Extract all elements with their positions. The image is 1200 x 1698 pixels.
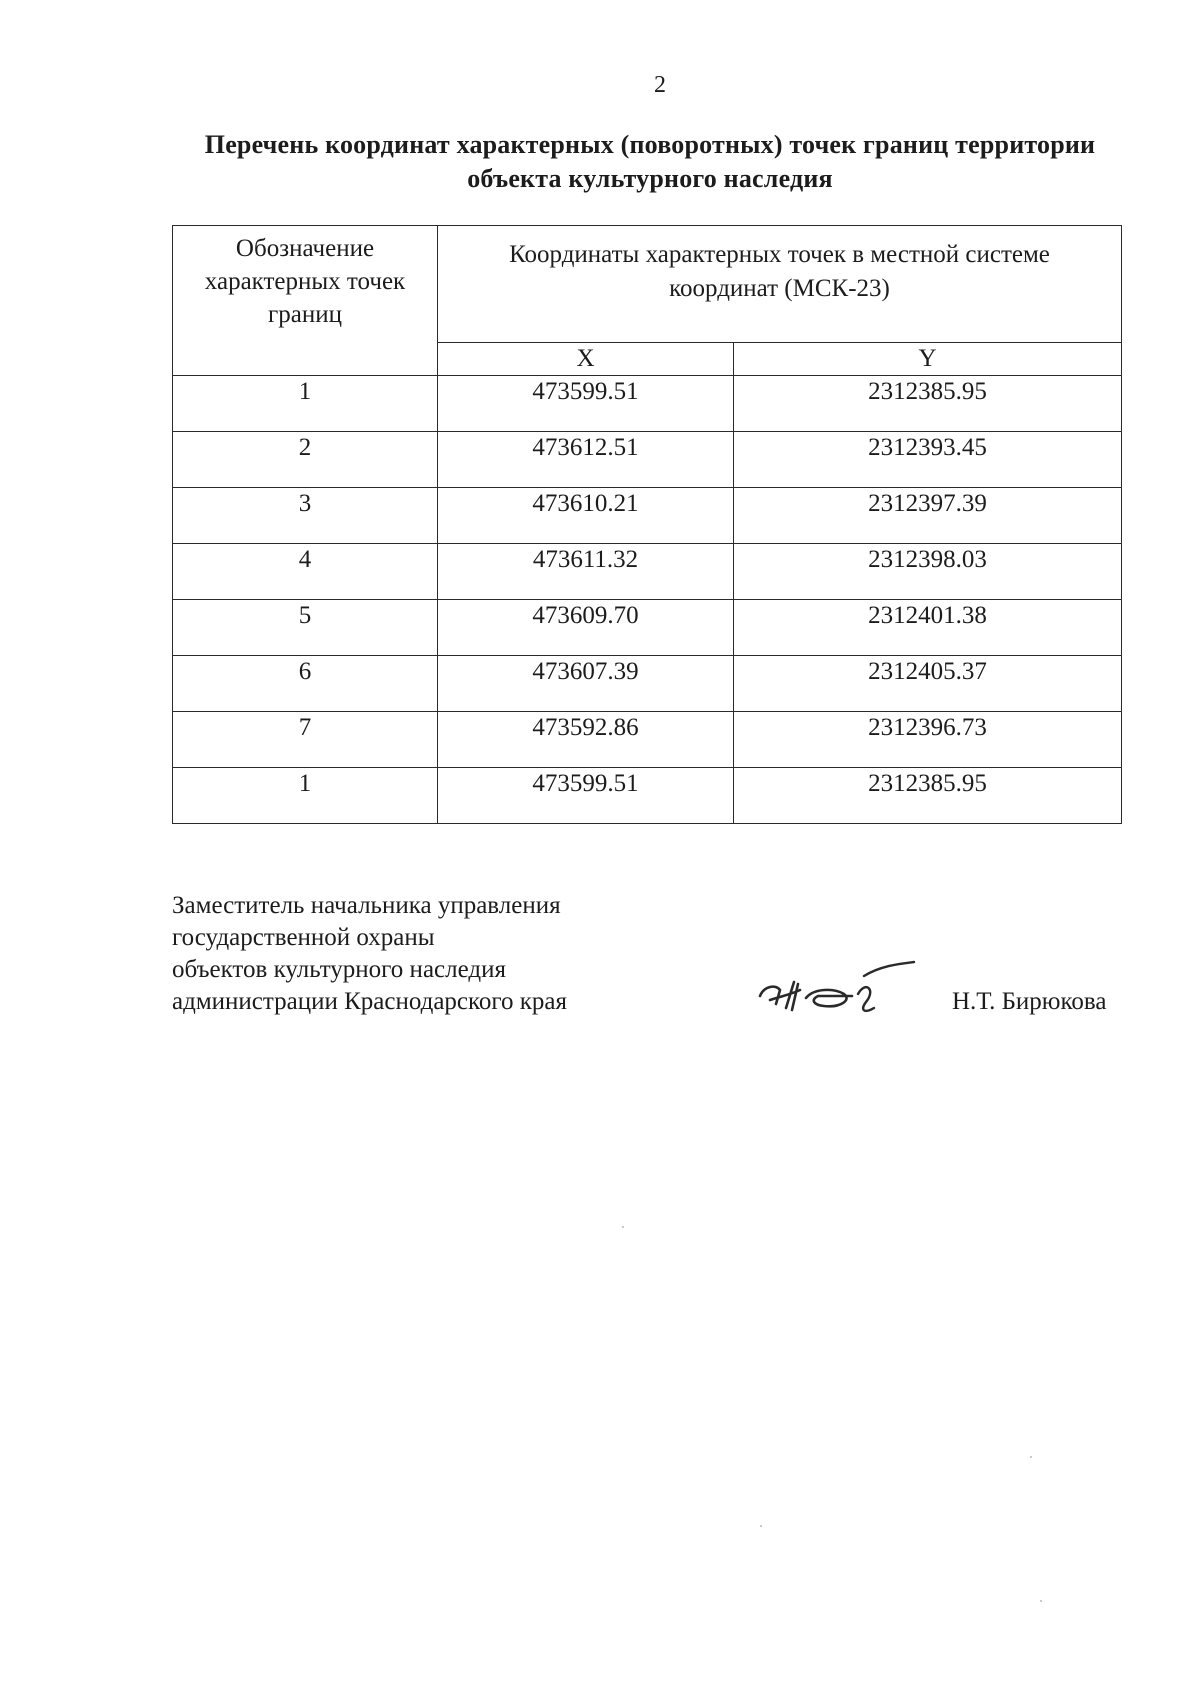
header-designation-line-1: Обозначение (235, 235, 375, 262)
header-point-designation (173, 226, 438, 376)
cell-x: 473609.70 (438, 600, 734, 656)
table-row (173, 768, 1122, 824)
cell-x: 473611.32 (438, 544, 734, 600)
table-row (173, 432, 1122, 488)
cell-y: 2312396.73 (734, 712, 1122, 768)
cell-y: 2312398.03 (734, 544, 1122, 600)
cell-y: 2312393.45 (734, 432, 1122, 488)
document-title-line-1: Перечень координат характерных (поворотных) точек границ территории (204, 130, 1096, 159)
cell-x: 473599.51 (438, 376, 734, 432)
cell-point: 5 (173, 600, 438, 656)
document-title-line-2: объекта культурного наследия (467, 164, 833, 193)
position-line: администрации Краснодарского края (172, 988, 568, 1015)
header-y: Y (734, 343, 1122, 376)
header-x: X (438, 343, 734, 376)
cell-x: 473599.51 (438, 768, 734, 824)
cell-x: 473592.86 (438, 712, 734, 768)
cell-y: 2312405.37 (734, 656, 1122, 712)
position-line: объектов культурного наследия (172, 956, 506, 983)
cell-x: 473607.39 (438, 656, 734, 712)
cell-y: 2312397.39 (734, 488, 1122, 544)
cell-point: 4 (173, 544, 438, 600)
position-line: Заместитель начальника управления (172, 892, 561, 919)
table-row (173, 600, 1122, 656)
table-row (173, 376, 1122, 432)
cell-point: 7 (173, 712, 438, 768)
cell-point: 6 (173, 656, 438, 712)
cell-y: 2312401.38 (734, 600, 1122, 656)
cell-y: 2312385.95 (734, 376, 1122, 432)
header-coordinates-line-1: Координаты характерных точек в местной системе (509, 241, 1050, 268)
cell-x: 473610.21 (438, 488, 734, 544)
header-coordinates (438, 226, 1122, 343)
page-number: 2 (654, 72, 666, 98)
signatory-position (172, 890, 567, 1018)
header-designation-line-2: характерных точек (204, 268, 406, 295)
cell-point: 1 (173, 376, 438, 432)
scan-speck (1030, 1456, 1032, 1458)
cell-point: 1 (173, 768, 438, 824)
cell-y: 2312385.95 (734, 768, 1122, 824)
header-coordinates-line-2: координат (МСК-23) (669, 275, 890, 302)
position-line: государственной охраны (172, 924, 435, 951)
scan-speck (760, 1525, 762, 1527)
table-row (173, 544, 1122, 600)
handwritten-signature (748, 950, 918, 1030)
cell-point: 3 (173, 488, 438, 544)
table-row (173, 712, 1122, 768)
coordinates-table (172, 225, 1122, 824)
header-designation-line-3: границ (268, 301, 342, 328)
scan-speck (622, 1226, 624, 1228)
signatory-name: Н.Т. Бирюкова (952, 988, 1107, 1015)
cell-x: 473612.51 (438, 432, 734, 488)
table-row (173, 656, 1122, 712)
document-title (170, 128, 1130, 196)
table-row (173, 488, 1122, 544)
scan-speck (1040, 1600, 1042, 1602)
cell-point: 2 (173, 432, 438, 488)
